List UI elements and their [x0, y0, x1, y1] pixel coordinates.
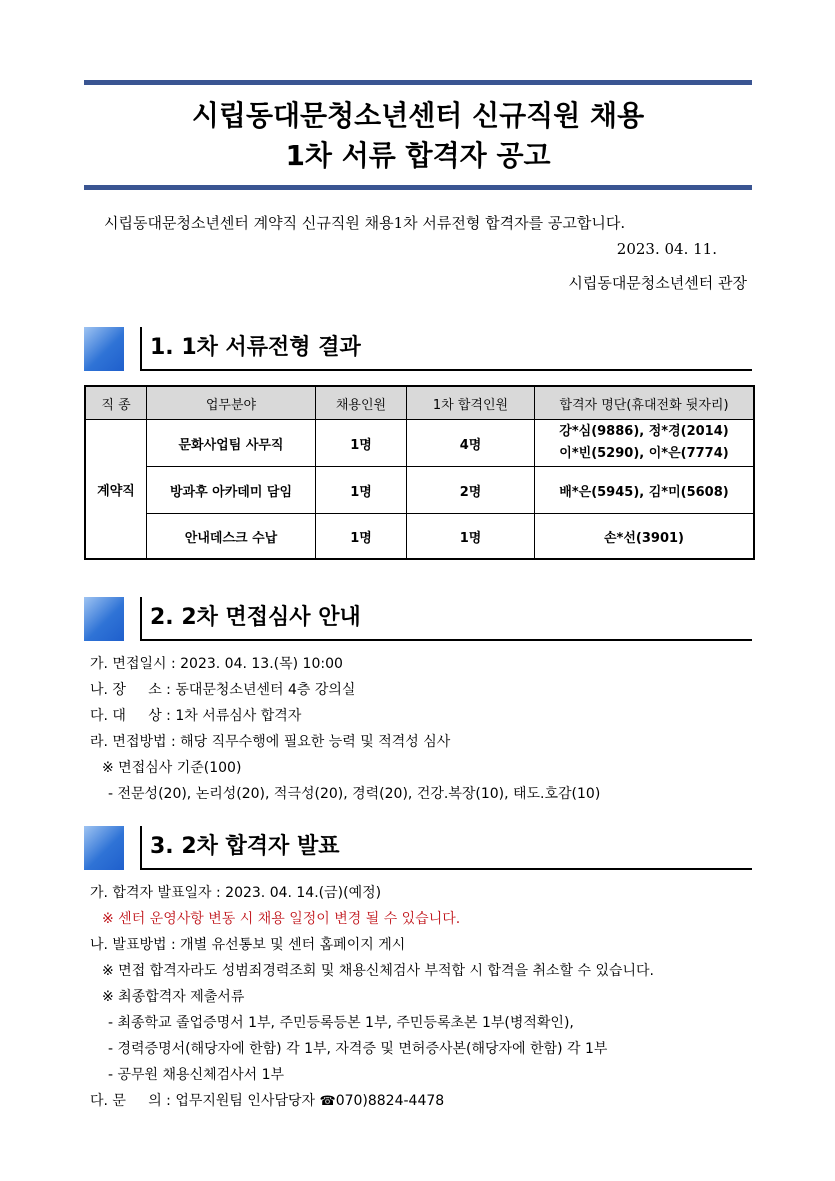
list-item: 가. 면접일시 : 2023. 04. 13.(목) 10:00 [90, 656, 343, 672]
col-header: 채용인원 [316, 386, 407, 420]
job-type-cell: 계약직 [85, 420, 147, 560]
section-marker-icon [84, 597, 124, 641]
table-row [85, 420, 754, 467]
list-item: ※ 면접 합격자라도 성범죄경력조회 및 채용신체검사 부적합 시 합격을 취소할 수 있습니다. [102, 963, 654, 979]
names-cell [535, 420, 755, 467]
section2-heading [84, 597, 752, 641]
page-title-line1: 시립동대문청소년센터 신규직원 채용 [191, 99, 645, 132]
announcement-info [90, 880, 654, 1115]
heading-divider [140, 597, 142, 641]
table-row [85, 514, 754, 560]
bottom-rule [84, 185, 752, 190]
list-item: 나. 발표방법 : 개별 유선통보 및 센터 홈페이지 게시 [90, 937, 406, 953]
field-cell: 안내데스크 수납 [147, 514, 316, 560]
notice-issuer: 시립동대문청소년센터 관장 [568, 274, 747, 292]
field-cell: 문화사업팀 사무직 [147, 420, 316, 467]
heading-divider [140, 327, 142, 371]
list-item: - 전문성(20), 논리성(20), 적극성(20), 경력(20), 건강.복장(10), 태도.호감(10) [108, 786, 601, 802]
names-cell: 손*선(3901) [535, 514, 755, 560]
top-rule [84, 80, 752, 85]
section1-heading [84, 327, 752, 371]
page-title-line2: 1차 서류 합격자 공고 [285, 139, 551, 172]
phone-icon: ☎ [319, 1094, 336, 1109]
hire-cell: 1명 [316, 420, 407, 467]
passed-cell: 2명 [407, 467, 535, 514]
contact-line [90, 1088, 654, 1115]
passer-names: 강*심(9886), 정*경(2014) [559, 424, 729, 439]
heading-underline [140, 868, 752, 870]
passed-cell: 1명 [407, 514, 535, 560]
section3-title: 3. 2차 합격자 발표 [150, 834, 340, 859]
schedule-warning: ※ 센터 운영사항 변동 시 채용 일정이 변경 될 수 있습니다. [102, 911, 461, 927]
hire-cell: 1명 [316, 514, 407, 560]
field-cell: 방과후 아카데미 담임 [147, 467, 316, 514]
section-marker-icon [84, 826, 124, 870]
section3-heading [84, 826, 752, 870]
hire-cell: 1명 [316, 467, 407, 514]
section-marker-icon [84, 327, 124, 371]
list-item: - 공무원 채용신체검사서 1부 [108, 1067, 285, 1083]
passer-names: 이*빈(5290), 이*은(7774) [559, 446, 729, 461]
list-item: - 경력증명서(해당자에 한함) 각 1부, 자격증 및 면허증사본(해당자에 한함) 각 1부 [108, 1041, 608, 1057]
list-item: 라. 면접방법 : 해당 직무수행에 필요한 능력 및 적격성 심사 [90, 734, 451, 750]
list-item: 가. 합격자 발표일자 : 2023. 04. 14.(금)(예정) [90, 885, 382, 901]
section1-title: 1. 1차 서류전형 결과 [150, 335, 361, 360]
heading-divider [140, 826, 142, 870]
names-cell: 배*은(5945), 김*미(5608) [535, 467, 755, 514]
table-row [85, 467, 754, 514]
table-header-row [85, 386, 754, 420]
list-item: ※ 최종합격자 제출서류 [102, 989, 245, 1005]
col-header: 업무분야 [147, 386, 316, 420]
contact-phone: 070)8824-4478 [335, 1093, 445, 1109]
interview-info [90, 651, 600, 807]
col-header: 직 종 [85, 386, 147, 420]
list-item: - 최종학교 졸업증명서 1부, 주민등록등본 1부, 주민등록초본 1부(병적확인), [108, 1015, 574, 1031]
col-header: 합격자 명단(휴대전화 뒷자리) [535, 386, 755, 420]
list-item: ※ 면접심사 기준(100) [102, 760, 242, 776]
heading-underline [140, 369, 752, 371]
notice-date: 2023. 04. 11. [616, 240, 717, 258]
passed-cell: 4명 [407, 420, 535, 467]
result-table [84, 385, 755, 560]
contact-label: 다. 문 의 : 업무지원팀 인사담당자 [90, 1093, 320, 1109]
col-header: 1차 합격인원 [407, 386, 535, 420]
notice-intro: 시립동대문청소년센터 계약직 신규직원 채용1차 서류전형 합격자를 공고합니다. [104, 214, 626, 232]
list-item: 나. 장 소 : 동대문청소년센터 4층 강의실 [90, 682, 356, 698]
list-item: 다. 대 상 : 1차 서류심사 합격자 [90, 708, 302, 724]
section2-title: 2. 2차 면접심사 안내 [150, 605, 361, 630]
heading-underline [140, 639, 752, 641]
